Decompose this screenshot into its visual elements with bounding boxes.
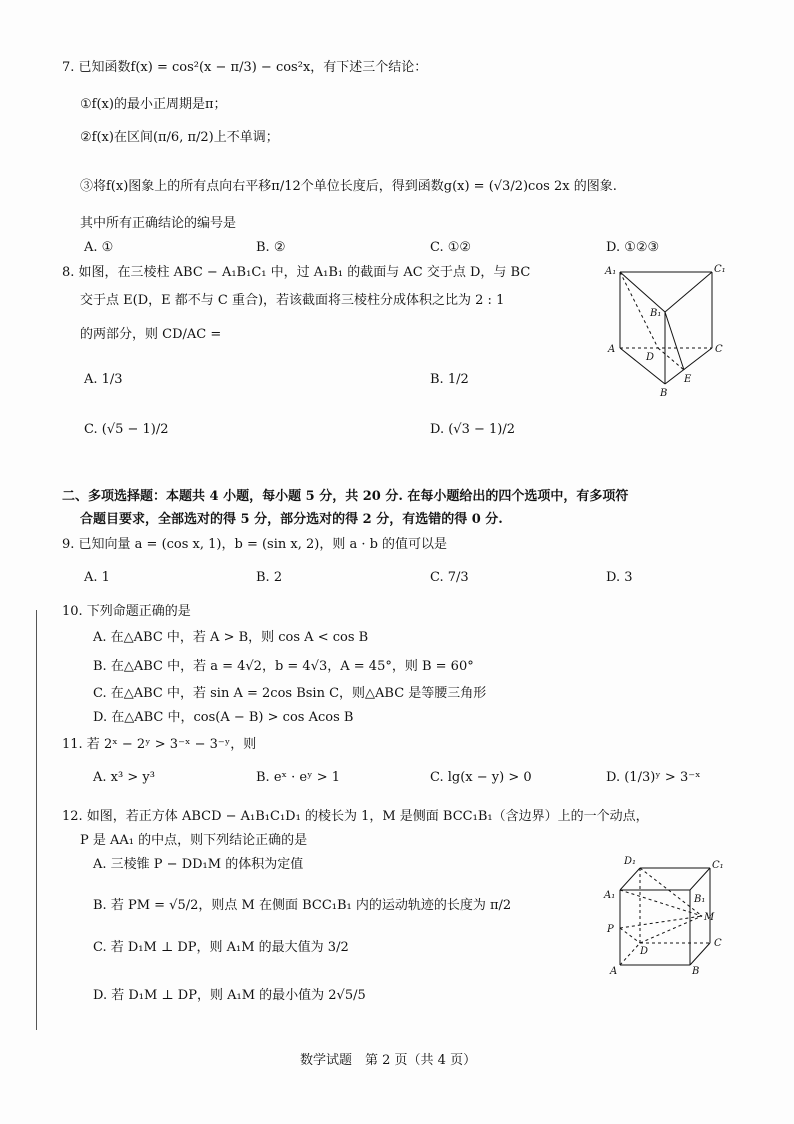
q8-option-b: B. 1/2 [430,372,469,387]
q8-option-c: C. (√5 − 1)/2 [84,422,169,437]
q9-option-b: B. 2 [256,570,283,585]
page-footer: 数学试题 第 2 页（共 4 页） [300,1053,477,1068]
q9-stem: 9. 已知向量 a = (cos x, 1)，b = (sin x, 2)，则 a · b 的值可以是 [62,537,448,552]
cube-label-A: A [610,966,618,977]
section2-line-1: 二、多项选择题：本题共 4 小题，每小题 5 分，共 20 分. 在每小题给出的四个选项中，有多项符 [62,489,629,504]
cube-label-D1: D₁ [624,856,637,867]
prism-label-B1: B₁ [650,308,662,319]
q8-line-1: 8. 如图，在三棱柱 ABC − A₁B₁C₁ 中，过 A₁B₁ 的截面与 AC 交于点 D，与 BC [62,265,531,280]
cube-label-D: D [640,946,649,957]
cube-label-B: B [692,966,700,977]
q12-option-d: D. 若 D₁M ⊥ DP，则 A₁M 的最小值为 2√5/5 [93,988,366,1003]
q12-line-2: P 是 AA₁ 的中点，则下列结论正确的是 [80,833,308,848]
q12-option-a: A. 三棱锥 P − DD₁M 的体积为定值 [93,857,304,872]
cube-label-A1: A₁ [604,890,616,901]
q8-option-a: A. 1/3 [84,372,123,387]
prism-label-C1: C₁ [714,264,726,275]
cube-label-C: C [714,938,722,949]
prism-label-A1: A₁ [605,266,617,277]
q7-ask: 其中所有正确结论的编号是 [80,216,237,231]
q7-option-d: D. ①②③ [606,240,660,255]
q7-stem: 7. 已知函数f(x) = cos²(x − π/3) − cos²x，有下述三个结论： [62,60,428,75]
q11-option-c: C. lg(x − y) > 0 [430,770,532,785]
prism-label-C: C [715,344,723,355]
q7-option-b: B. ② [256,240,286,255]
q11-stem: 11. 若 2ˣ − 2ʸ > 3⁻ˣ − 3⁻ʸ，则 [62,737,257,752]
q11-option-a: A. x³ > y³ [93,770,155,785]
q9-option-a: A. 1 [84,570,110,585]
cube-label-C1: C₁ [712,860,724,871]
section2-line-2: 合题目要求，全部选对的得 5 分，部分选对的得 2 分，有选错的得 0 分. [80,512,503,527]
q12-option-b: B. 若 PM = √5/2，则点 M 在侧面 BCC₁B₁ 内的运动轨迹的长度为 π/2 [93,898,512,913]
q9-option-d: D. 3 [606,570,633,585]
q11-option-b: B. eˣ · eʸ > 1 [256,770,341,785]
q11-option-d: D. (1/3)ʸ > 3⁻ˣ [606,770,701,785]
q7-statement-2: ②f(x)在区间(π/6, π/2)上不单调； [80,130,279,145]
cube-figure [602,850,737,980]
q9-option-c: C. 7/3 [430,570,469,585]
q10-option-d: D. 在△ABC 中，cos(A − B) > cos Acos B [93,710,354,725]
prism-label-A: A [608,344,616,355]
q7-option-c: C. ①② [430,240,472,255]
cube-label-B1: B₁ [694,894,706,905]
cube-label-P: P [607,924,614,935]
q12-option-c: C. 若 D₁M ⊥ DP，则 A₁M 的最大值为 3/2 [93,940,349,955]
q7-statement-1: ①f(x)的最小正周期是π； [80,97,227,112]
q7-statement-3: ③将f(x)图象上的所有点向右平移π/12个单位长度后，得到函数g(x) = (√3/2)cos 2x 的图象. [80,179,617,194]
prism-label-E: E [684,374,692,385]
prism-label-D: D [646,352,655,363]
q12-line-1: 12. 如图，若正方体 ABCD − A₁B₁C₁D₁ 的棱长为 1，M 是侧面 BCC₁B₁（含边界）上的一个动点， [62,809,649,824]
prism-label-B: B [660,388,668,399]
q10-option-a: A. 在△ABC 中，若 A > B，则 cos A < cos B [93,630,369,645]
margin-rule [36,610,37,1030]
q8-line-3: 的两部分，则 CD/AC = [80,327,222,342]
prism-figure [600,262,735,402]
q7-option-a: A. ① [84,240,114,255]
q10-stem: 10. 下列命题正确的是 [62,604,191,619]
q8-option-d: D. (√3 − 1)/2 [430,422,516,437]
q10-option-b: B. 在△ABC 中，若 a = 4√2，b = 4√3，A = 45°，则 B = 60° [93,659,474,674]
q8-line-2: 交于点 E(D，E 都不与 C 重合)，若该截面将三棱柱分成体积之比为 2 : 1 [80,293,505,308]
q10-option-c: C. 在△ABC 中，若 sin A = 2cos Bsin C，则△ABC 是等腰三角形 [93,686,487,701]
cube-label-M: M [704,912,715,923]
